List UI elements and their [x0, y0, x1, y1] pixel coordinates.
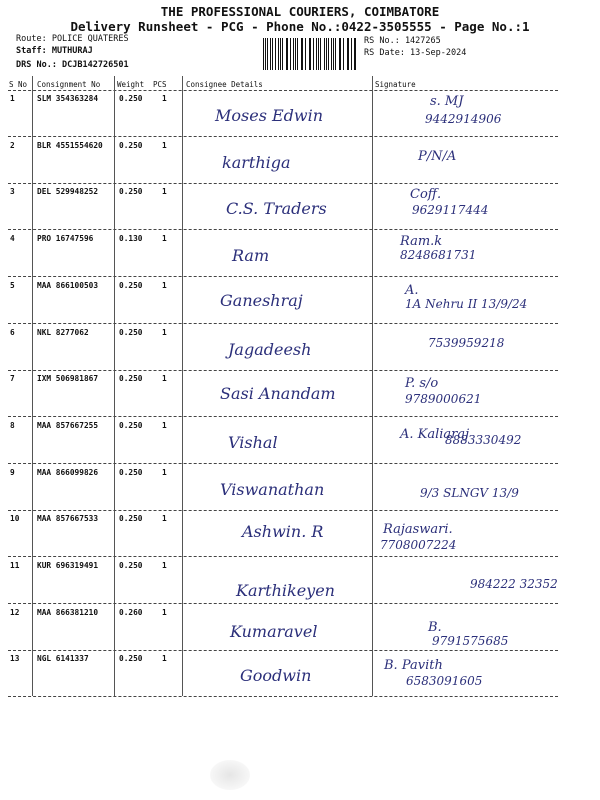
rs-no-label: RS No.: 1427265	[364, 36, 441, 46]
serial-number: 1	[10, 94, 15, 103]
signature-handwritten: P. s/o	[405, 376, 439, 392]
signature-note: 8248681731	[400, 248, 477, 263]
barcode	[263, 38, 358, 70]
signature-handwritten: A.	[405, 282, 419, 298]
pcs-value: 1	[162, 187, 167, 197]
barcode-bar	[305, 38, 306, 70]
signature-note: 9/3 SLNGV 13/9	[420, 485, 519, 500]
barcode-bar	[313, 38, 314, 70]
serial-number: 10	[10, 514, 20, 524]
consignee-handwritten: karthiga	[222, 152, 291, 172]
consignee-handwritten: Goodwin	[240, 666, 312, 686]
consignee-handwritten: Karthikeyen	[236, 581, 335, 600]
table-row	[0, 419, 600, 466]
weight-value: 0.130	[119, 234, 143, 244]
signature-note: 9789000621	[405, 392, 482, 407]
row-divider	[8, 696, 558, 697]
consignment-number: BLR 4551554620	[37, 140, 103, 150]
signature-note: 9791575685	[432, 633, 509, 648]
consignee-handwritten: Ashwin. R	[242, 522, 324, 542]
table-row	[0, 606, 600, 653]
pcs-value: 1	[162, 467, 167, 477]
serial-number: 2	[10, 140, 15, 150]
weight-value: 0.250	[119, 467, 143, 477]
column-header-pcs: PCS	[153, 80, 167, 89]
consignment-number: PRO 16747596	[37, 234, 94, 244]
column-header-signature: Signature	[375, 80, 416, 89]
weight-value: 0.260	[119, 607, 143, 617]
signature-note: 984222 32352	[470, 577, 558, 591]
signature-handwritten: B.	[428, 619, 442, 635]
consignee-handwritten: Kumaravel	[230, 621, 318, 641]
barcode-bar	[348, 38, 349, 70]
consignee-handwritten: C.S. Traders	[226, 199, 327, 219]
serial-number: 11	[10, 561, 20, 570]
weight-value: 0.250	[119, 280, 143, 290]
row-divider	[8, 556, 558, 557]
rs-date-label: RS Date: 13-Sep-2024	[364, 48, 467, 58]
consignment-number: IXM 506981867	[37, 374, 99, 384]
serial-number: 6	[10, 327, 15, 337]
barcode-bar	[301, 38, 302, 70]
consignment-number: MAA 866381210	[37, 607, 99, 617]
row-divider	[8, 416, 558, 417]
pcs-value: 1	[162, 327, 167, 337]
weight-value: 0.250	[119, 654, 143, 664]
column-header-consignee: Consignee Details	[186, 80, 263, 89]
barcode-bar	[340, 38, 341, 70]
pcs-value: 1	[162, 420, 167, 430]
consignment-number: MAA 857667255	[37, 420, 99, 430]
signature-handwritten: Coff.	[410, 187, 442, 203]
signature-handwritten: Rajaswari.	[383, 522, 453, 538]
row-divider	[8, 276, 558, 277]
weight-value: 0.250	[119, 187, 143, 197]
table-row	[0, 512, 600, 559]
table-row	[0, 279, 600, 326]
barcode-bar	[287, 38, 288, 70]
signature-handwritten: P/N/A	[418, 148, 457, 164]
row-divider	[8, 183, 558, 184]
row-divider	[8, 370, 558, 371]
pcs-value: 1	[162, 654, 167, 664]
table-row	[0, 466, 600, 513]
consignment-number: MAA 857667533	[37, 514, 99, 524]
consignment-number: MAA 866099826	[37, 467, 99, 477]
row-divider	[8, 510, 558, 511]
barcode-bar	[331, 38, 332, 70]
column-header-sno: S No	[9, 80, 28, 89]
table-row	[0, 92, 600, 139]
pcs-value: 1	[162, 280, 167, 290]
pcs-value: 1	[162, 561, 167, 570]
consignee-handwritten: Moses Edwin	[215, 106, 324, 125]
signature-note: 6583091605	[406, 674, 483, 689]
route-label: Route: POLICE QUATERES	[16, 34, 129, 44]
company-title: THE PROFESSIONAL COURIERS, COIMBATORE	[160, 4, 440, 19]
column-header-consignment: Consignment No	[37, 80, 101, 89]
barcode-bar	[270, 38, 271, 70]
consignee-handwritten: Viswanathan	[220, 479, 325, 499]
consignment-number: KUR 696319491	[37, 561, 99, 570]
barcode-bar	[263, 38, 264, 70]
pcs-value: 1	[162, 140, 167, 150]
row-divider	[8, 603, 558, 604]
weight-value: 0.250	[119, 514, 143, 524]
weight-value: 0.250	[119, 327, 143, 337]
serial-number: 9	[10, 467, 15, 477]
signature-handwritten: Ram.k	[400, 234, 443, 250]
signature-handwritten: B. Pavith	[384, 658, 443, 674]
consignment-number: DEL 529948252	[37, 187, 99, 197]
consignment-number: SLM 354363284	[37, 94, 99, 103]
table-row	[0, 326, 600, 373]
signature-note: 7539959218	[428, 335, 505, 350]
serial-number: 7	[10, 374, 15, 384]
serial-number: 13	[10, 654, 20, 664]
staff-label: Staff: MUTHURAJ	[16, 46, 93, 56]
pcs-value: 1	[162, 234, 167, 244]
weight-value: 0.250	[119, 561, 143, 570]
drs-label: DRS No.: DCJB142726501	[16, 60, 129, 70]
consignment-number: MAA 866100503	[37, 280, 99, 290]
consignment-number: NKL 8277062	[37, 327, 89, 337]
consignee-handwritten: Ram	[232, 246, 270, 266]
barcode-bar	[339, 38, 340, 70]
signature-note: 1A Nehru II 13/9/24	[405, 296, 528, 311]
barcode-bar	[324, 38, 325, 70]
table-row	[0, 652, 600, 699]
signature-note: 7708007224	[380, 538, 457, 553]
weight-value: 0.250	[119, 94, 143, 103]
consignee-handwritten: Jagadeesh	[228, 339, 312, 359]
signature-note: 9442914906	[425, 112, 502, 126]
weight-value: 0.250	[119, 420, 143, 430]
row-divider	[8, 229, 558, 230]
signature-note: 9629117444	[412, 203, 489, 218]
smudge-mark	[210, 760, 250, 790]
barcode-bar	[355, 38, 356, 70]
weight-value: 0.250	[119, 374, 143, 384]
column-header-weight: Weight	[117, 80, 145, 89]
pcs-value: 1	[162, 374, 167, 384]
header-divider	[8, 90, 558, 91]
row-divider	[8, 463, 558, 464]
barcode-bar	[316, 38, 317, 70]
serial-number: 5	[10, 280, 15, 290]
serial-number: 12	[10, 607, 20, 617]
signature-handwritten: s. MJ	[430, 94, 464, 109]
table-row	[0, 559, 600, 606]
runsheet-subtitle: Delivery Runsheet - PCG - Phone No.:0422-3505555 - Page No.:1	[70, 19, 530, 34]
serial-number: 8	[10, 420, 15, 430]
row-divider	[8, 650, 558, 651]
signature-handwritten: A. Kaliaraj	[400, 426, 470, 442]
serial-number: 4	[10, 234, 15, 244]
barcode-bar	[293, 38, 294, 70]
barcode-bar	[275, 38, 276, 70]
pcs-value: 1	[162, 94, 167, 103]
row-divider	[8, 323, 558, 324]
signature-note: 8883330492	[445, 432, 522, 447]
table-row	[0, 232, 600, 279]
table-row	[0, 139, 600, 186]
consignee-handwritten: Ganeshraj	[220, 290, 303, 310]
table-row	[0, 372, 600, 419]
barcode-bar	[278, 38, 279, 70]
table-row	[0, 185, 600, 232]
consignee-handwritten: Sasi Anandam	[220, 384, 336, 404]
consignee-handwritten: Vishal	[228, 432, 278, 452]
weight-value: 0.250	[119, 140, 143, 150]
row-divider	[8, 136, 558, 137]
consignment-number: NGL 6141337	[37, 654, 89, 664]
pcs-value: 1	[162, 607, 167, 617]
pcs-value: 1	[162, 514, 167, 524]
serial-number: 3	[10, 187, 15, 197]
